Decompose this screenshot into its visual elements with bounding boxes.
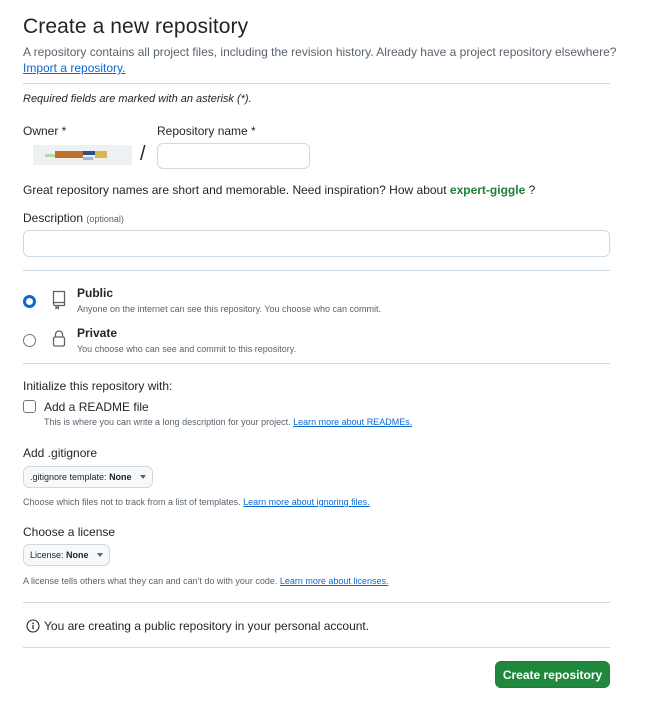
license-title: Choose a license	[23, 525, 116, 539]
repository-name-input[interactable]	[157, 143, 310, 169]
public-option-title: Public	[77, 286, 114, 300]
owner-avatar-blur	[95, 151, 107, 158]
owner-selector[interactable]	[33, 145, 132, 165]
import-repository-link[interactable]: Import a repository.	[23, 61, 126, 75]
divider	[23, 363, 610, 364]
caret-down-icon	[140, 475, 146, 479]
caret-down-icon	[97, 553, 103, 557]
page-title: Create a new repository	[23, 15, 249, 38]
private-radio[interactable]	[23, 334, 36, 347]
license-dropdown[interactable]	[23, 544, 110, 566]
gitignore-learn-more-link[interactable]: Learn more about ignoring files.	[243, 497, 370, 507]
gitignore-dropdown-value: None	[109, 472, 132, 482]
divider	[23, 602, 610, 603]
info-icon	[26, 619, 40, 638]
required-fields-note: Required fields are marked with an asterisk (*).	[23, 93, 252, 105]
public-option-desc: Anyone on the internet can see this repository. You choose who can commit.	[77, 304, 382, 314]
readme-learn-more-link[interactable]: Learn more about READMEs.	[293, 417, 413, 427]
name-hint-text: Great repository names are short and memorable. Need inspiration? How about	[23, 183, 447, 197]
description-input[interactable]	[23, 230, 610, 257]
initialize-title: Initialize this repository with:	[23, 379, 173, 393]
create-repository-button[interactable]: Create repository	[495, 661, 610, 688]
private-option-desc: You choose who can see and commit to this repository.	[77, 344, 297, 354]
gitignore-template-dropdown[interactable]	[23, 466, 153, 488]
gitignore-desc	[23, 497, 370, 507]
name-suggestion-link[interactable]: expert-giggle	[449, 183, 526, 197]
readme-desc-text: This is where you can write a long description for your project.	[44, 417, 291, 427]
license-learn-more-link[interactable]: Learn more about licenses.	[279, 576, 389, 586]
name-hint	[23, 183, 535, 197]
owner-label: Owner *	[23, 124, 67, 138]
readme-desc	[44, 417, 412, 427]
lock-icon	[51, 329, 67, 354]
name-hint-end: ?	[528, 183, 536, 197]
public-radio[interactable]	[23, 295, 36, 308]
gitignore-title: Add .gitignore	[23, 446, 98, 460]
optional-tag: (optional)	[86, 214, 124, 224]
private-option-title: Private	[77, 326, 118, 340]
license-dropdown-prefix: License: None	[30, 550, 89, 560]
description-label-text: Description	[23, 211, 84, 225]
gitignore-desc-text: Choose which files not to track from a list of templates.	[23, 497, 241, 507]
gitignore-dropdown-prefix: .gitignore template: None	[30, 472, 132, 482]
owner-avatar-blur	[45, 154, 55, 157]
divider	[23, 647, 610, 648]
owner-avatar-blur	[83, 157, 93, 160]
owner-avatar-blur	[83, 151, 95, 155]
readme-label[interactable]: Add a README file	[44, 400, 149, 414]
intro-text: A repository contains all project files, including the revision history. Already have a project repository elsewhere?	[23, 45, 617, 59]
repo-icon	[51, 290, 67, 315]
license-dropdown-value: None	[66, 550, 89, 560]
readme-checkbox[interactable]	[23, 400, 36, 413]
owner-avatar-blur	[55, 151, 83, 158]
info-message: You are creating a public repository in your personal account.	[44, 619, 370, 633]
divider	[23, 270, 610, 271]
license-desc-text: A license tells others what they can and can't do with your code.	[23, 576, 278, 586]
license-desc	[23, 576, 388, 586]
page-intro	[23, 44, 616, 76]
repository-name-label: Repository name *	[157, 124, 256, 138]
divider	[23, 83, 610, 84]
owner-repo-separator: /	[140, 143, 146, 165]
description-label	[23, 211, 124, 225]
